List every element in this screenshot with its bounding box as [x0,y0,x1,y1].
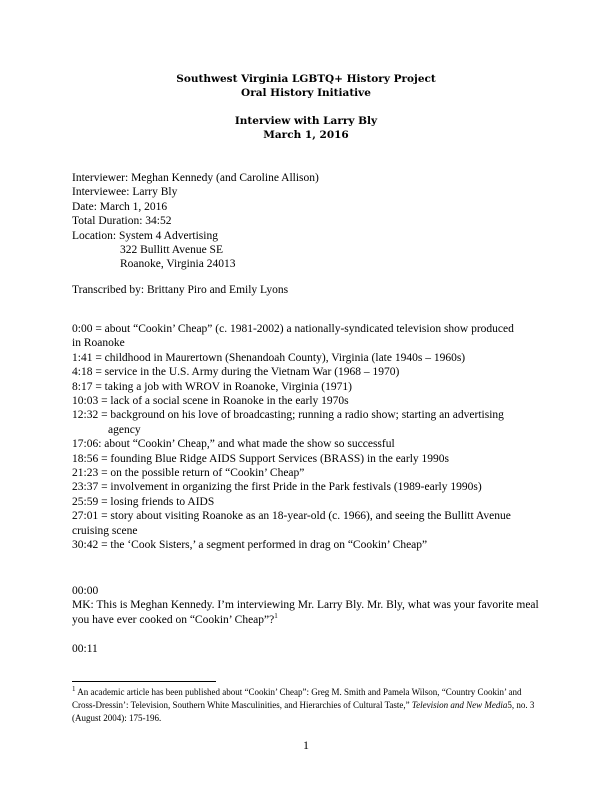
duration-line: Total Duration: 34:52 [72,215,172,228]
address-line-1: 322 Bullitt Avenue SE [120,244,223,257]
address-line-2: Roanoke, Virginia 24013 [120,258,236,271]
footnote-citation: 5, no. 3 (August 2004): 175-196. [72,700,535,723]
index-entry: 25:59 = losing friends to AIDS [72,495,215,508]
footnote-marker: 1 [72,685,76,693]
index-entry: 12:32 = background on his love of broadcasting; running a radio show; starting an advertising agency [72,409,504,436]
index-entry: 21:23 = on the possible return of “Cookin’ Cheap” [72,467,305,480]
index-entry: 8:17 = taking a job with WROV in Roanoke, Virginia (1971) [72,380,352,393]
index-entry: 0:00 = about “Cookin’ Cheap” (c. 1981-2002) a nationally-syndicated television show produced in Roanoke [72,323,514,350]
transcribed-by-line: Transcribed by: Brittany Piro and Emily Lyons [72,284,289,296]
document-header [0,72,612,142]
interview-metadata [72,171,542,272]
time-index [72,322,542,553]
index-entry: 10:03 = lack of a social scene in Roanoke in the early 1970s [72,395,349,408]
index-entry: 4:18 = service in the U.S. Army during the Vietnam War (1968 – 1970) [72,366,400,379]
footnote-text: An academic article has been published about “Cookin’ Cheap”: Greg M. Smith and Pamela Wilson, “Country Cookin’ and Cross-Dressin’: Television, Southern White Masculinities, and Hierarchies of Cultural Taste,” [72,687,522,710]
index-entry: 18:56 = founding Blue Ridge AIDS Support Services (BRASS) in the early 1990s [72,452,450,465]
timestamp: 00:00 [72,585,99,597]
interviewee-line: Interviewee: Larry Bly [72,186,178,199]
index-entry: 30:42 = the ‘Cook Sisters,’ a segment performed in drag on “Cookin’ Cheap” [72,539,428,552]
location-line: Location: System 4 Advertising [72,229,218,242]
date-line: Date: March 1, 2016 [72,200,168,213]
footnote [72,686,542,725]
page-number: 1 [303,738,309,752]
index-entry: 27:01 = story about visiting Roanoke as an 18-year-old (c. 1966), and seeing the Bullitt Avenue cruising scene [72,510,511,537]
initiative-title: Oral History Initiative [241,87,371,99]
interview-date: March 1, 2016 [263,129,349,141]
transcript-line: MK: This is Meghan Kennedy. I’m interviewing Mr. Larry Bly. Mr. Bly, what was your favorite meal you have ever cooked on “Cookin’ Cheap”?$^1$ [72,599,539,626]
index-entry: 17:06: about “Cookin’ Cheap,” and what made the show so successful [72,438,395,451]
index-entry: 23:37 = involvement in organizing the first Pride in the Park festivals (1989-early 1990s) [72,481,482,494]
project-title: Southwest Virginia LGBTQ+ History Project [176,73,436,85]
interview-title: Interview with Larry Bly [234,115,378,127]
interviewer-line: Interviewer: Meghan Kennedy (and Caroline Allison) [72,172,319,184]
footnote-divider [72,681,216,682]
timestamp: 00:11 [72,642,98,655]
index-entry: 1:41 = childhood in Maurertown (Shenandoah County), Virginia (late 1940s – 1960s) [72,351,466,364]
footnote-reference[interactable]: 1 [274,611,278,620]
transcript [72,584,542,656]
footnote-journal: Television and New Media [411,700,508,710]
